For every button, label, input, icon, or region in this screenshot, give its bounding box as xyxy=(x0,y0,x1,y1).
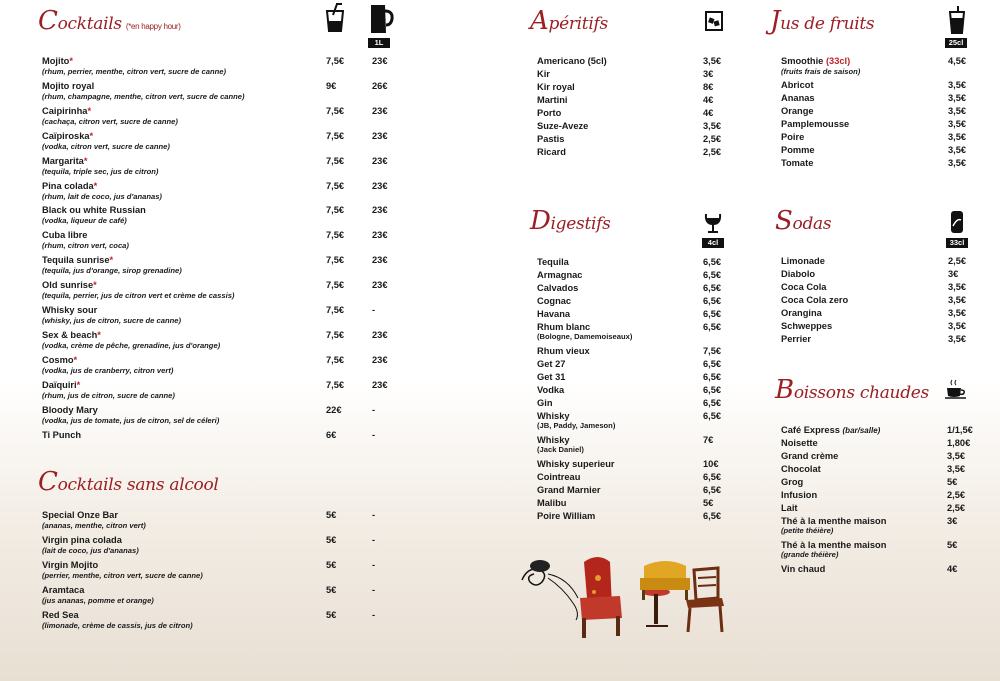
hot-drink-note: (bar/salle) xyxy=(842,426,881,435)
soda-name: Schweppes xyxy=(781,321,833,331)
cocktail-price-pitcher: 23€ xyxy=(372,230,388,241)
soda-name: Perrier xyxy=(781,334,811,344)
cocktail-description: (vodka, liqueur de café) xyxy=(42,216,127,226)
cocktail-price-glass: 7,5€ xyxy=(326,354,345,365)
digestif-name: Havana xyxy=(537,309,571,319)
soda-name: Orangina xyxy=(781,308,822,318)
happy-hour-star: * xyxy=(69,56,73,66)
cocktail-price-glass: 7,5€ xyxy=(326,255,345,266)
digestif-price: 6,5€ xyxy=(703,296,722,306)
jus-title: Jus de fruits xyxy=(770,6,875,36)
juice-name-text: Pamplemousse xyxy=(781,119,850,129)
hot-drink-description: (petite théière) xyxy=(781,526,834,535)
cocktail-price-glass: 7,5€ xyxy=(326,130,345,141)
hot-drink-name-text: Café Express xyxy=(781,425,840,435)
cocktail-name-text: Mojito xyxy=(42,56,70,66)
aperitif-price: 3,5€ xyxy=(703,121,722,131)
hot-drink-description: (grande théière) xyxy=(781,550,839,559)
digestif-price: 6,5€ xyxy=(703,385,722,395)
juice-price: 3,5€ xyxy=(948,119,967,129)
hot-drink-name-text: Thé à la menthe maison xyxy=(781,540,887,550)
cocktail-name xyxy=(42,106,91,117)
soda-price: 3,5€ xyxy=(948,308,967,318)
hot-drink-price: 1/1,5€ xyxy=(947,425,973,435)
hot-drink-price: 5€ xyxy=(947,477,958,487)
juice-price: 4,5€ xyxy=(948,56,967,66)
digestif-price: 10€ xyxy=(703,459,719,469)
hot-drink-price: 4€ xyxy=(947,564,958,574)
cocktail-price-pitcher: - xyxy=(372,404,376,415)
hot-drink-name-text: Thé à la menthe maison xyxy=(781,516,887,526)
digestif-name: Get 27 xyxy=(537,359,566,369)
juice-name-text: Orange xyxy=(781,106,814,116)
cocktail-name xyxy=(42,280,97,291)
cocktail-price-pitcher: 26€ xyxy=(372,80,388,91)
cocktail-price-pitcher: 23€ xyxy=(372,56,388,66)
glass-icon xyxy=(324,3,346,33)
cocktail-name xyxy=(42,305,97,316)
hot-drink-name xyxy=(781,490,817,501)
juice-price: 3,5€ xyxy=(948,93,967,103)
digestif-name: Rhum vieux xyxy=(537,346,590,356)
aperitif-name: Kir xyxy=(537,69,550,79)
juice-name xyxy=(781,132,804,143)
digestif-price: 6,5€ xyxy=(703,411,722,421)
cocktail-name-text: Cuba libre xyxy=(42,230,88,241)
cocktails-title: Cocktails (*en happy hour) xyxy=(38,6,181,36)
cocktail-price-pitcher: 23€ xyxy=(372,329,388,340)
juice-name-text: Abricot xyxy=(781,80,814,90)
aperitif-price: 2,5€ xyxy=(703,134,722,144)
mocktail-price-pitcher: - xyxy=(372,510,376,520)
digestif-name: Cointreau xyxy=(537,472,581,482)
juice-name xyxy=(781,158,813,169)
cocktail-description: (vodka, jus de cranberry, citron vert) xyxy=(42,365,174,375)
happy-hour-star: * xyxy=(83,155,88,166)
cocktail-price-glass: 7,5€ xyxy=(326,180,345,191)
mocktail-description: (ananas, menthe, citron vert) xyxy=(42,521,146,530)
cocktail-description: (rhum, citron vert, coca) xyxy=(42,241,129,251)
digestif-price: 6,5€ xyxy=(703,270,722,280)
juice-price: 3,5€ xyxy=(948,80,967,90)
happy-hour-star: * xyxy=(76,379,81,390)
aperitif-price: 3,5€ xyxy=(703,56,722,66)
boissons-chaudes-title: Boissons chaudes xyxy=(775,375,929,405)
hot-drink-name xyxy=(781,425,880,436)
digestif-price: 6,5€ xyxy=(703,372,722,382)
cocktail-name xyxy=(42,81,94,92)
cocktail-price-glass: 7,5€ xyxy=(326,305,345,315)
cocktail-description: (tequila, perrier, jus de citron vert et crème de cassis) xyxy=(42,291,235,301)
hot-drink-name-text: Lait xyxy=(781,503,798,513)
cocktail-name-text: Bloody Mary xyxy=(42,404,98,415)
digestif-brands: (Jack Daniel) xyxy=(537,445,584,454)
rocks-glass-icon xyxy=(705,11,723,31)
aperitif-price: 2,5€ xyxy=(703,147,722,157)
sodas-title: Sodas xyxy=(775,206,832,236)
hot-drink-price: 3€ xyxy=(947,516,958,526)
cocktail-name xyxy=(42,330,101,341)
juice-name xyxy=(781,119,849,130)
aperitif-price: 4€ xyxy=(703,108,714,118)
cocktail-name xyxy=(42,255,113,266)
juice-name xyxy=(781,106,814,117)
cocktail-price-pitcher: - xyxy=(372,429,376,440)
aperitif-name: Pastis xyxy=(537,134,565,144)
cocktail-price-pitcher: 23€ xyxy=(372,379,388,390)
juice-name xyxy=(781,93,815,104)
digestif-name: Grand Marnier xyxy=(537,485,601,495)
cocktail-name-text: Sex & beach xyxy=(42,329,98,340)
juice-name xyxy=(781,145,815,156)
hot-drink-price: 3,5€ xyxy=(947,451,966,461)
cocktail-description: (vodka, citron vert, sucre de canne) xyxy=(42,141,170,151)
cocktail-description: (rhum, champagne, menthe, citron vert, sucre de canne) xyxy=(42,91,245,101)
digestif-brands: (Bologne, Damemoiseaux) xyxy=(537,332,633,341)
juice-size-note: (33cl) xyxy=(825,56,851,66)
soda-price: 3€ xyxy=(948,269,959,279)
happy-hour-star: * xyxy=(93,280,97,291)
soda-price: 2,5€ xyxy=(948,256,967,266)
hot-drink-name-text: Grog xyxy=(781,477,804,487)
coffee-cup-icon xyxy=(944,379,968,401)
cocktail-name-text: Cosmo xyxy=(42,354,74,365)
cocktail-price-pitcher: 23€ xyxy=(372,354,388,365)
aperitif-price: 4€ xyxy=(703,95,714,105)
juice-name-text: Smoothie xyxy=(781,56,824,66)
soda-price: 3,5€ xyxy=(948,295,967,305)
cocktail-price-pitcher: 23€ xyxy=(372,280,388,291)
aperitif-name: Americano (5cl) xyxy=(537,56,607,66)
digestif-name: Whisky superieur xyxy=(537,459,615,469)
aperitifs-title: Apéritifs xyxy=(530,6,608,36)
cocktail-price-glass: 7,5€ xyxy=(326,230,345,241)
cocktail-name xyxy=(42,405,98,416)
cocktail-name xyxy=(42,430,81,441)
hot-drink-price: 1,80€ xyxy=(947,438,971,448)
cocktail-name-text: Ti Punch xyxy=(42,429,82,440)
mocktail-price-glass: 5€ xyxy=(326,610,337,620)
digestif-price: 6,5€ xyxy=(703,511,722,521)
cocktail-price-pitcher: 23€ xyxy=(372,155,388,166)
juice-name-text: Pomme xyxy=(781,145,815,155)
digestif-price: 6,5€ xyxy=(703,283,722,293)
mocktail-price-glass: 5€ xyxy=(326,585,337,595)
cocktail-name-text: Caïpiroska xyxy=(42,130,90,141)
aperitif-price: 8€ xyxy=(703,82,714,92)
happy-hour-star: * xyxy=(73,354,78,365)
mocktail-name: Red Sea xyxy=(42,610,79,620)
digestif-price: 6,5€ xyxy=(703,257,722,267)
hot-drink-name-text: Grand crème xyxy=(781,451,839,461)
soda-name: Diabolo xyxy=(781,269,816,279)
hot-drink-name xyxy=(781,477,803,488)
mocktail-price-glass: 5€ xyxy=(326,560,337,570)
hot-drink-price: 5€ xyxy=(947,540,958,550)
digestifs-title: Digestifs xyxy=(530,206,611,236)
soda-price: 3,5€ xyxy=(948,282,967,292)
juice-cup-icon xyxy=(949,6,965,34)
mocktail-description: (limonade, crème de cassis, jus de citron) xyxy=(42,621,193,630)
cocktail-price-pitcher: 23€ xyxy=(372,130,388,141)
cocktail-description: (rhum, lait de coco, jus d'ananas) xyxy=(42,191,162,201)
mocktail-name: Aramtaca xyxy=(42,585,85,595)
mocktail-name: Virgin Mojito xyxy=(42,560,99,570)
mocktail-price-pitcher: - xyxy=(372,560,376,570)
cocktail-name-text: Old sunrise xyxy=(42,280,94,291)
pitcher-volume-badge: 1L xyxy=(368,38,390,48)
digestif-name: Rhum blanc xyxy=(537,322,591,332)
soda-can-icon xyxy=(950,210,964,234)
sans-alcool-title: Cocktails sans alcool xyxy=(38,467,219,497)
cocktail-name-text: Caipirinha xyxy=(42,105,88,116)
mocktail-price-pitcher: - xyxy=(372,585,376,595)
cocktail-name-text: Margarita xyxy=(42,155,84,166)
mocktail-description: (lait de coco, jus d'ananas) xyxy=(42,546,139,555)
cocktail-price-pitcher: 23€ xyxy=(372,205,388,216)
hot-drink-name xyxy=(781,464,821,475)
cocktail-price-glass: 7,5€ xyxy=(326,155,345,166)
aperitif-name: Ricard xyxy=(537,147,566,157)
hot-drink-price: 2,5€ xyxy=(947,490,966,500)
hot-drink-price: 2,5€ xyxy=(947,503,966,513)
soda-name: Coca Cola zero xyxy=(781,295,849,305)
aperitif-name: Porto xyxy=(537,108,562,118)
cocktail-name xyxy=(42,181,97,192)
cocktail-price-pitcher: 23€ xyxy=(372,255,388,266)
digestif-name: Poire William xyxy=(537,511,596,521)
cocktail-name xyxy=(42,156,87,167)
digestif-volume-badge: 4cl xyxy=(702,238,724,248)
hot-drink-name xyxy=(781,438,818,449)
cocktail-description: (rhum, jus de citron, sucre de canne) xyxy=(42,390,175,400)
juice-name xyxy=(781,56,850,67)
digestif-name: Malibu xyxy=(537,498,567,508)
cocktail-price-pitcher: - xyxy=(372,305,376,315)
cocktail-price-glass: 7,5€ xyxy=(326,280,345,291)
mocktail-description: (perrier, menthe, citron vert, sucre de canne) xyxy=(42,571,203,580)
juice-description: (fruits frais de saison) xyxy=(781,67,861,76)
cocktail-description: (vodka, crème de pêche, grenadine, jus d'orange) xyxy=(42,340,221,350)
happy-hour-star: * xyxy=(97,329,101,340)
cocktail-price-glass: 7,5€ xyxy=(326,205,345,216)
digestif-price: 6,5€ xyxy=(703,472,722,482)
digestif-name: Calvados xyxy=(537,283,579,293)
digestif-name: Get 31 xyxy=(537,372,566,382)
cocktail-price-glass: 7,5€ xyxy=(326,56,345,66)
cocktail-price-glass: 9€ xyxy=(326,80,337,91)
hot-drink-name xyxy=(781,451,838,462)
aperitif-name: Suze-Aveze xyxy=(537,121,589,131)
digestif-name: Vodka xyxy=(537,385,565,395)
cocktail-description: (whisky, jus de citron, sucre de canne) xyxy=(42,316,181,325)
juice-price: 3,5€ xyxy=(948,145,967,155)
digestif-brands: (JB, Paddy, Jameson) xyxy=(537,421,616,430)
digestif-name: Whisky xyxy=(537,435,570,445)
cocktail-price-glass: 6€ xyxy=(326,429,337,440)
aperitif-name: Martini xyxy=(537,95,568,105)
soda-volume-badge: 33cl xyxy=(946,238,968,248)
hot-drink-name-text: Infusion xyxy=(781,490,818,500)
digestif-price: 5€ xyxy=(703,498,714,508)
cocktail-name xyxy=(42,205,146,216)
mocktail-name: Special Onze Bar xyxy=(42,510,118,520)
cocktail-description: (cachaça, citron vert, sucre de canne) xyxy=(42,116,178,126)
pitcher-icon xyxy=(368,3,394,35)
mocktail-price-pitcher: - xyxy=(372,610,376,620)
hot-drink-name-text: Noisette xyxy=(781,438,818,448)
cocktail-name xyxy=(42,230,87,241)
cocktail-name-text: Black ou white Russian xyxy=(42,205,146,216)
soda-price: 3,5€ xyxy=(948,334,967,344)
cocktail-price-glass: 7,5€ xyxy=(326,105,345,116)
juice-name-text: Ananas xyxy=(781,93,815,103)
cocktail-price-pitcher: 23€ xyxy=(372,180,388,191)
mocktail-price-glass: 5€ xyxy=(326,535,337,545)
cocktail-description: (rhum, perrier, menthe, citron vert, sucre de canne) xyxy=(42,67,226,76)
hot-drink-name xyxy=(781,503,798,514)
juice-volume-badge: 25cl xyxy=(945,38,967,48)
juice-price: 3,5€ xyxy=(948,158,967,168)
cocktail-description: (tequila, jus d'orange, sirop grenadine) xyxy=(42,266,182,276)
digestif-name: Tequila xyxy=(537,257,569,267)
hot-drink-name xyxy=(781,564,825,575)
soda-price: 3,5€ xyxy=(948,321,967,331)
aperitif-name: Kir royal xyxy=(537,82,575,92)
cocktail-name xyxy=(42,56,73,67)
digestif-price: 6,5€ xyxy=(703,322,722,332)
mocktail-name: Virgin pina colada xyxy=(42,535,122,545)
hot-drink-price: 3,5€ xyxy=(947,464,966,474)
mocktail-description: (jus ananas, pomme et orange) xyxy=(42,596,154,605)
cocktail-price-glass: 7,5€ xyxy=(326,379,345,390)
cocktail-price-pitcher: 23€ xyxy=(372,105,388,116)
cocktail-name-text: Mojito royal xyxy=(42,80,95,91)
furniture-illustration xyxy=(518,548,728,644)
cocktail-description: (vodka, jus de tomate, jus de citron, sel de céleri) xyxy=(42,415,220,425)
cocktail-name xyxy=(42,380,80,391)
digestif-price: 6,5€ xyxy=(703,485,722,495)
snifter-icon xyxy=(704,210,722,234)
cocktail-name-text: Pina colada xyxy=(42,180,94,191)
digestif-price: 6,5€ xyxy=(703,309,722,319)
cocktail-name-text: Whisky sour xyxy=(42,305,98,315)
mocktail-price-glass: 5€ xyxy=(326,510,337,520)
juice-name-text: Tomate xyxy=(781,158,814,168)
mocktail-price-pitcher: - xyxy=(372,535,376,545)
hot-drink-name-text: Vin chaud xyxy=(781,564,826,574)
happy-hour-star: * xyxy=(93,180,98,191)
cocktail-description: (tequila, triple sec, jus de citron) xyxy=(42,166,159,176)
aperitif-price: 3€ xyxy=(703,69,714,79)
hot-drink-name-text: Chocolat xyxy=(781,464,821,474)
happy-hour-star: * xyxy=(89,130,94,141)
juice-name xyxy=(781,80,814,91)
cocktail-name xyxy=(42,131,93,142)
digestif-price: 7€ xyxy=(703,435,714,445)
cocktail-price-glass: 7,5€ xyxy=(326,329,345,340)
juice-price: 3,5€ xyxy=(948,106,967,116)
juice-name-text: Poire xyxy=(781,132,805,142)
digestif-price: 6,5€ xyxy=(703,398,722,408)
juice-price: 3,5€ xyxy=(948,132,967,142)
happy-hour-star: * xyxy=(109,255,114,266)
digestif-price: 6,5€ xyxy=(703,359,722,369)
soda-name: Coca Cola xyxy=(781,282,827,292)
digestif-price: 7,5€ xyxy=(703,346,722,356)
digestif-name: Armagnac xyxy=(537,270,583,280)
digestif-name: Whisky xyxy=(537,411,570,421)
cocktail-price-glass: 22€ xyxy=(326,404,342,415)
digestif-name: Cognac xyxy=(537,296,572,306)
cocktail-name-text: Daïquiri xyxy=(42,379,77,390)
happy-hour-note: (*en happy hour) xyxy=(125,22,181,31)
soda-name: Limonade xyxy=(781,256,825,266)
cocktail-name-text: Tequila sunrise xyxy=(42,255,110,266)
digestif-name: Gin xyxy=(537,398,553,408)
cocktail-name xyxy=(42,355,77,366)
happy-hour-star: * xyxy=(87,105,92,116)
